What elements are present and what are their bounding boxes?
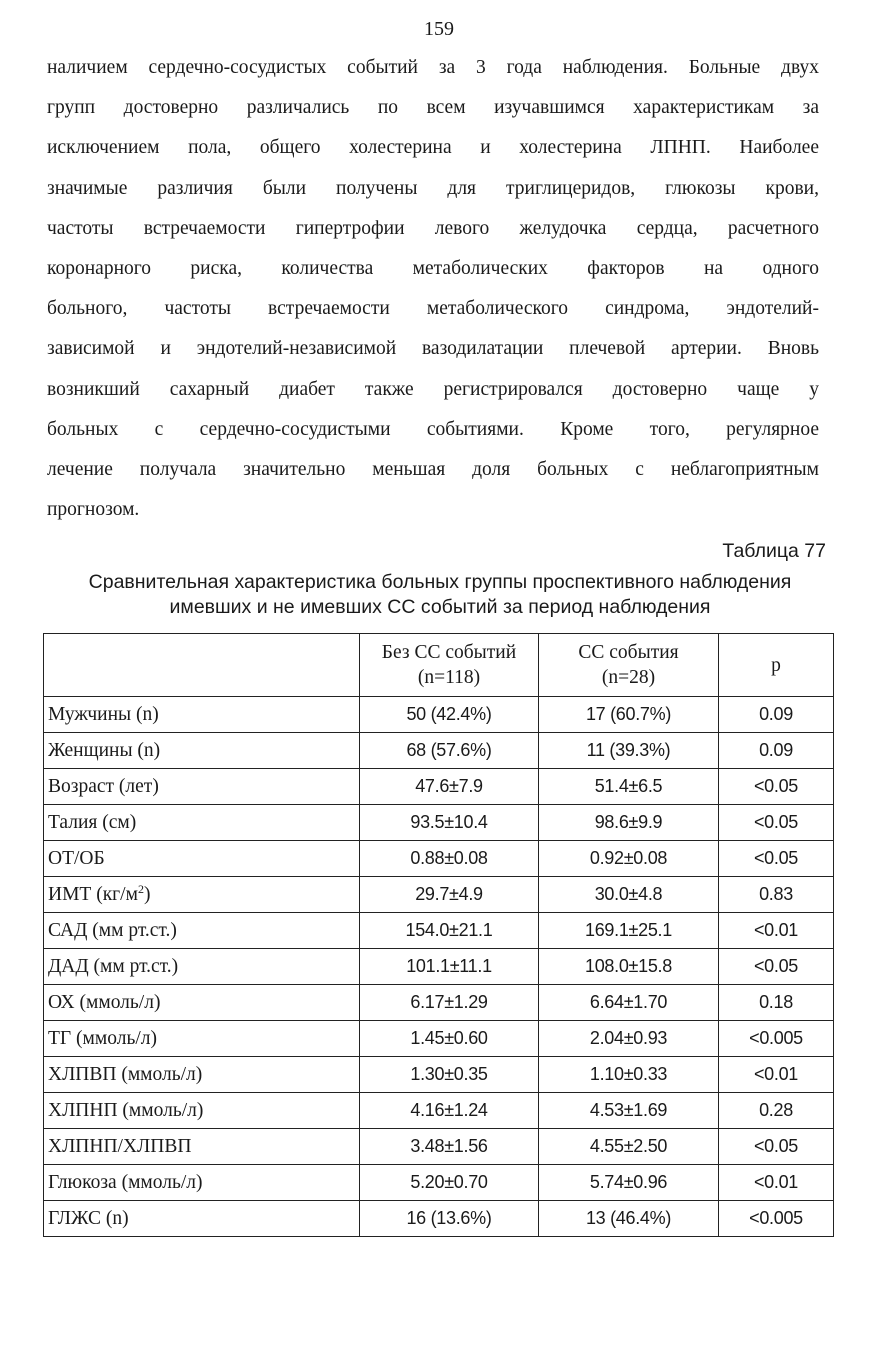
no-events-value: 16 (13.6%) [360, 1201, 539, 1237]
no-events-value: 5.20±0.70 [360, 1165, 539, 1201]
no-events-value: 4.16±1.24 [360, 1093, 539, 1129]
row-label: САД (мм рт.ст.) [44, 913, 360, 949]
row-label: Женщины (n) [44, 733, 360, 769]
header-empty-cell [44, 634, 360, 697]
p-value: <0.05 [719, 949, 834, 985]
table-row [44, 697, 834, 733]
events-value: 13 (46.4%) [539, 1201, 719, 1237]
text-line: значимые различия были получены для триглицеридов, глюкозы крови, [47, 177, 819, 199]
table-row [44, 1021, 834, 1057]
text-line: исключением пола, общего холестерина и холестерина ЛПНП. Наиболее [47, 137, 819, 159]
p-value: <0.05 [719, 1129, 834, 1165]
table-row [44, 1093, 834, 1129]
table-row [44, 949, 834, 985]
table-row [44, 913, 834, 949]
row-label: ДАД (мм рт.ст.) [44, 949, 360, 985]
p-value: 0.83 [719, 877, 834, 913]
table-header-row [44, 634, 834, 697]
row-label: Возраст (лет) [44, 769, 360, 805]
page-number: 159 [424, 18, 454, 40]
no-events-value: 50 (42.4%) [360, 697, 539, 733]
no-events-value: 47.6±7.9 [360, 769, 539, 805]
p-value: <0.005 [719, 1201, 834, 1237]
p-value: <0.05 [719, 841, 834, 877]
header-line: (n=118) [417, 667, 481, 688]
row-label: Мужчины (n) [44, 697, 360, 733]
row-label: ХЛПВП (ммоль/л) [44, 1057, 360, 1093]
p-value: <0.01 [719, 1165, 834, 1201]
text-line: прогнозом. [47, 499, 140, 521]
p-value: <0.01 [719, 1057, 834, 1093]
p-value: <0.05 [719, 769, 834, 805]
body-paragraph [47, 48, 819, 530]
events-value: 30.0±4.8 [539, 877, 719, 913]
text-line: групп достоверно различались по всем изучавшимся характеристикам за [47, 97, 819, 119]
events-value: 11 (39.3%) [539, 733, 719, 769]
row-label-suffix: ) [143, 883, 151, 905]
table-row [44, 877, 834, 913]
events-value: 51.4±6.5 [539, 769, 719, 805]
no-events-value: 3.48±1.56 [360, 1129, 539, 1165]
header-p-value: p [719, 634, 834, 697]
events-value: 1.10±0.33 [539, 1057, 719, 1093]
table-row [44, 769, 834, 805]
no-events-value: 6.17±1.29 [360, 985, 539, 1021]
table-row [44, 1057, 834, 1093]
table-row [44, 733, 834, 769]
p-value: <0.005 [719, 1021, 834, 1057]
no-events-value: 154.0±21.1 [360, 913, 539, 949]
row-label: Талия (см) [44, 805, 360, 841]
row-label: ХЛПНП (ммоль/л) [44, 1093, 360, 1129]
p-value: 0.18 [719, 985, 834, 1021]
table-row [44, 841, 834, 877]
events-value: 17 (60.7%) [539, 697, 719, 733]
row-label: ОТ/ОБ [44, 841, 360, 877]
text-line: больных с сердечно-сосудистыми событиями. Кроме того, регулярное [47, 418, 819, 440]
events-value: 6.64±1.70 [539, 985, 719, 1021]
events-value: 4.55±2.50 [539, 1129, 719, 1165]
text-line: больного, частоты встречаемости метаболического синдрома, эндотелий- [47, 298, 819, 320]
events-value: 5.74±0.96 [539, 1165, 719, 1201]
events-value: 4.53±1.69 [539, 1093, 719, 1129]
events-value: 98.6±9.9 [539, 805, 719, 841]
header-line: СС события [578, 642, 679, 663]
no-events-value: 68 (57.6%) [360, 733, 539, 769]
text-line: зависимой и эндотелий-независимой вазодилатации плечевой артерии. Вновь [47, 338, 819, 360]
row-label: ХЛПНП/ХЛПВП [44, 1129, 360, 1165]
header-events [539, 634, 719, 697]
no-events-value: 0.88±0.08 [360, 841, 539, 877]
text-line: коронарного риска, количества метаболических факторов на одного [47, 257, 819, 279]
header-line: Без СС событий [381, 642, 517, 663]
row-label [44, 877, 360, 913]
no-events-value: 93.5±10.4 [360, 805, 539, 841]
events-value: 2.04±0.93 [539, 1021, 719, 1057]
table-number: Таблица 77 [722, 540, 826, 562]
p-value: <0.05 [719, 805, 834, 841]
events-value: 108.0±15.8 [539, 949, 719, 985]
text-line: возникший сахарный диабет также регистрировался достоверно чаще у [47, 378, 819, 400]
text-line: наличием сердечно-сосудистых событий за 3 года наблюдения. Больные двух [47, 57, 819, 78]
header-no-events [360, 634, 539, 697]
text-line: лечение получала значительно меньшая доля больных с неблагоприятным [47, 458, 819, 480]
no-events-value: 101.1±11.1 [360, 949, 539, 985]
table-row [44, 805, 834, 841]
events-value: 0.92±0.08 [539, 841, 719, 877]
table-row [44, 985, 834, 1021]
text-line: частоты встречаемости гипертрофии левого желудочка сердца, расчетного [47, 217, 819, 239]
data-table [43, 633, 834, 1237]
no-events-value: 1.30±0.35 [360, 1057, 539, 1093]
events-value: 169.1±25.1 [539, 913, 719, 949]
header-line: (n=28) [601, 667, 656, 688]
table-caption [40, 570, 840, 620]
row-label: ОХ (ммоль/л) [44, 985, 360, 1021]
row-label-text: ИМТ (кг/м [48, 883, 138, 905]
no-events-value: 29.7±4.9 [360, 877, 539, 913]
table-row [44, 1201, 834, 1237]
no-events-value: 1.45±0.60 [360, 1021, 539, 1057]
row-label: ГЛЖС (n) [44, 1201, 360, 1237]
p-value: 0.28 [719, 1093, 834, 1129]
table-row [44, 1165, 834, 1201]
caption-line: Сравнительная характеристика больных группы проспективного наблюдения [88, 571, 792, 593]
row-label: ТГ (ммоль/л) [44, 1021, 360, 1057]
p-value: <0.01 [719, 913, 834, 949]
caption-line: имевших и не имевших СС событий за период наблюдения [169, 596, 711, 618]
p-value: 0.09 [719, 733, 834, 769]
superscript: 2 [137, 881, 144, 896]
table-row [44, 1129, 834, 1165]
p-value: 0.09 [719, 697, 834, 733]
row-label: Глюкоза (ммоль/л) [44, 1165, 360, 1201]
